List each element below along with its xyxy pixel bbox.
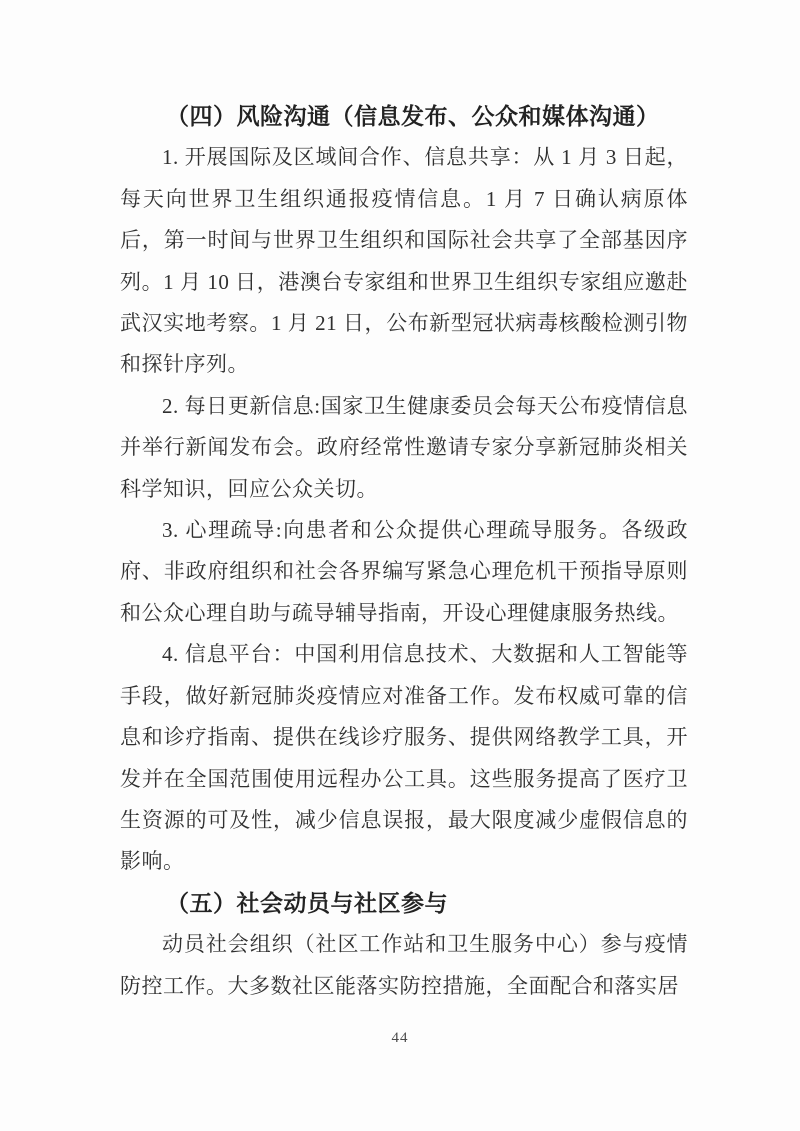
paragraph-daily-information-updates: 2. 每日更新信息:国家卫生健康委员会每天公布疫情信息并举行新闻发布会。政府经常性邀请专家分享新冠肺炎相关科学知识，回应公众关切。 (120, 393, 688, 501)
paragraph-international-cooperation: 1. 开展国际及区域间合作、信息共享：从 1 月 3 日起，每天向世界卫生组织通报疫情信息。1 月 7 日确认病原体后，第一时间与世界卫生组织和国际社会共享了全部基因序列。1 月 10 日，港澳台专家组和世界卫生组织专家组应邀赴武汉实地考察。1 月 21 日，公布新型冠状病毒核酸检测引物和探针序列。 (120, 145, 688, 377)
section-heading-4-risk-communication: （四）风险沟通（信息发布、公众和媒体沟通） (166, 104, 660, 129)
page-number: 44 (391, 1030, 409, 1046)
section-heading-5-social-mobilization: （五）社会动员与社区参与 (166, 890, 448, 916)
paragraph-information-platform: 4. 信息平台：中国利用信息技术、大数据和人工智能等手段，做好新冠肺炎疫情应对准备工作。发布权威可靠的信息和诊疗指南、提供在线诊疗服务、提供网络教学工具，开发并在全国范围使用远程办公工具。这些服务提高了医疗卫生资源的可及性，减少信息误报，最大限度减少虚假信息的影响。 (120, 642, 688, 874)
paragraph-psychological-counseling: 3. 心理疏导:向患者和公众提供心理疏导服务。各级政府、非政府组织和社会各界编写紧急心理危机干预指导原则和公众心理自助与疏导辅导指南，开设心理健康服务热线。 (120, 518, 688, 625)
paragraph-community-participation: 动员社会组织（社区工作站和卫生服务中心）参与疫情防控工作。大多数社区能落实防控措施，全面配合和落实居 (120, 932, 688, 998)
document-body (120, 96, 688, 1007)
